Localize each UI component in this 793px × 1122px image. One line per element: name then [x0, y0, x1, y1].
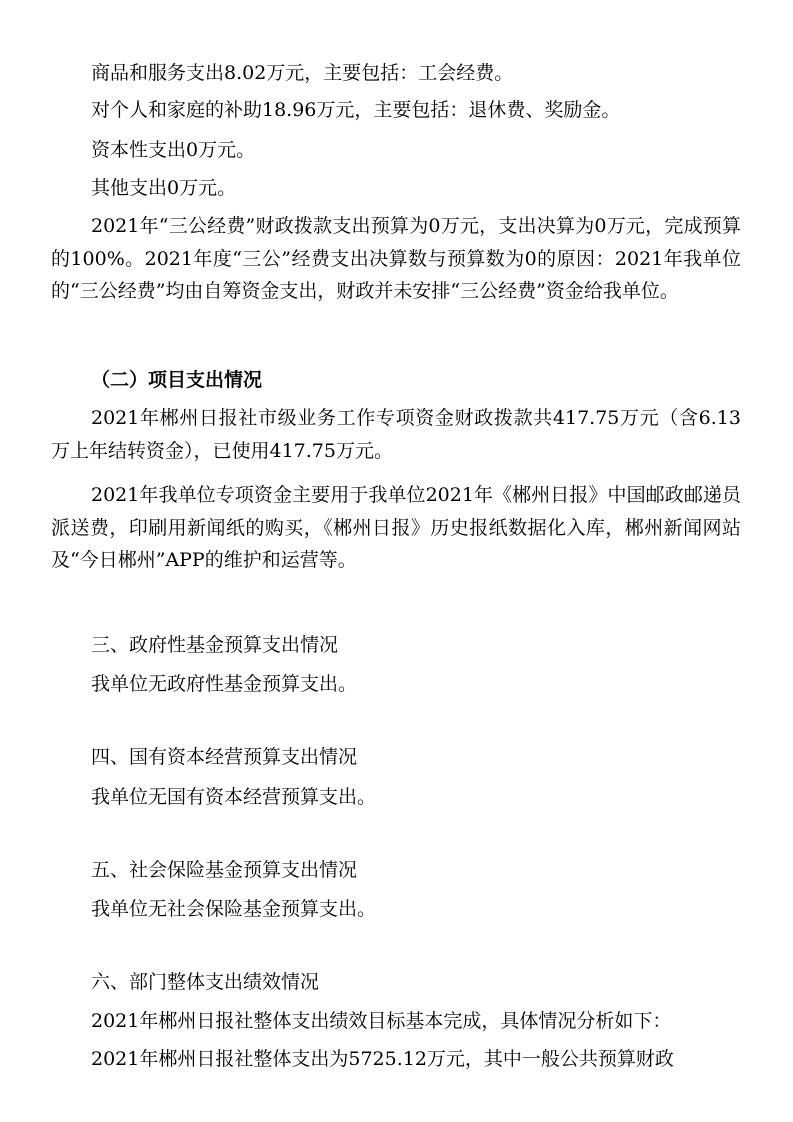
section-6-heading: 六、部门整体支出绩效情况 [91, 971, 320, 993]
paragraph-performance-summary: 2021年郴州日报社整体支出绩效目标基本完成，具体情况分析如下： [91, 1010, 672, 1032]
paragraph-goods-services: 商品和服务支出8.02万元，主要包括：工会经费。 [91, 62, 514, 84]
paragraph-project-usage: 2021年我单位专项资金主要用于我单位2021年《郴州日报》中国邮政邮递员派送费，印刷用新闻纸的购买，《郴州日报》历史报纸数据化入库，郴州新闻网站及“今日郴州”APP的维护和运营等。 [51, 484, 741, 571]
section-5-heading: 五、社会保险基金预算支出情况 [91, 859, 358, 881]
section-4-text: 我单位无国有资本经营预算支出。 [91, 786, 377, 808]
section-3-text: 我单位无政府性基金预算支出。 [91, 673, 358, 695]
paragraph-personal-subsidy: 对个人和家庭的补助18.96万元，主要包括：退休费、奖励金。 [91, 99, 621, 121]
paragraph-project-funding: 2021年郴州日报社市级业务工作专项资金财政拨款共417.75万元（含6.13万上年结转资金），已使用417.75万元。 [51, 407, 741, 462]
paragraph-other-expense: 其他支出0万元。 [91, 177, 237, 199]
section-3-heading: 三、政府性基金预算支出情况 [91, 634, 339, 656]
paragraph-total-expense: 2021年郴州日报社整体支出为5725.12万元，其中一般公共预算财政 [91, 1048, 674, 1070]
paragraph-three-public-funds: 2021年“三公经费”财政拨款支出预算为0万元，支出决算为0万元，完成预算的100%。2021年度“三公”经费支出决算数与预算数为0的原因：2021年我单位的“三公经费”均由自筹资金支出，财政并未安排“三公经费”资金给我单位。 [51, 215, 741, 302]
section-4-heading: 四、国有资本经营预算支出情况 [91, 746, 358, 768]
paragraph-capital-expense: 资本性支出0万元。 [91, 139, 256, 161]
section-5-text: 我单位无社会保险基金预算支出。 [91, 898, 377, 920]
project-expense-heading: （二）项目支出情况 [91, 369, 263, 391]
